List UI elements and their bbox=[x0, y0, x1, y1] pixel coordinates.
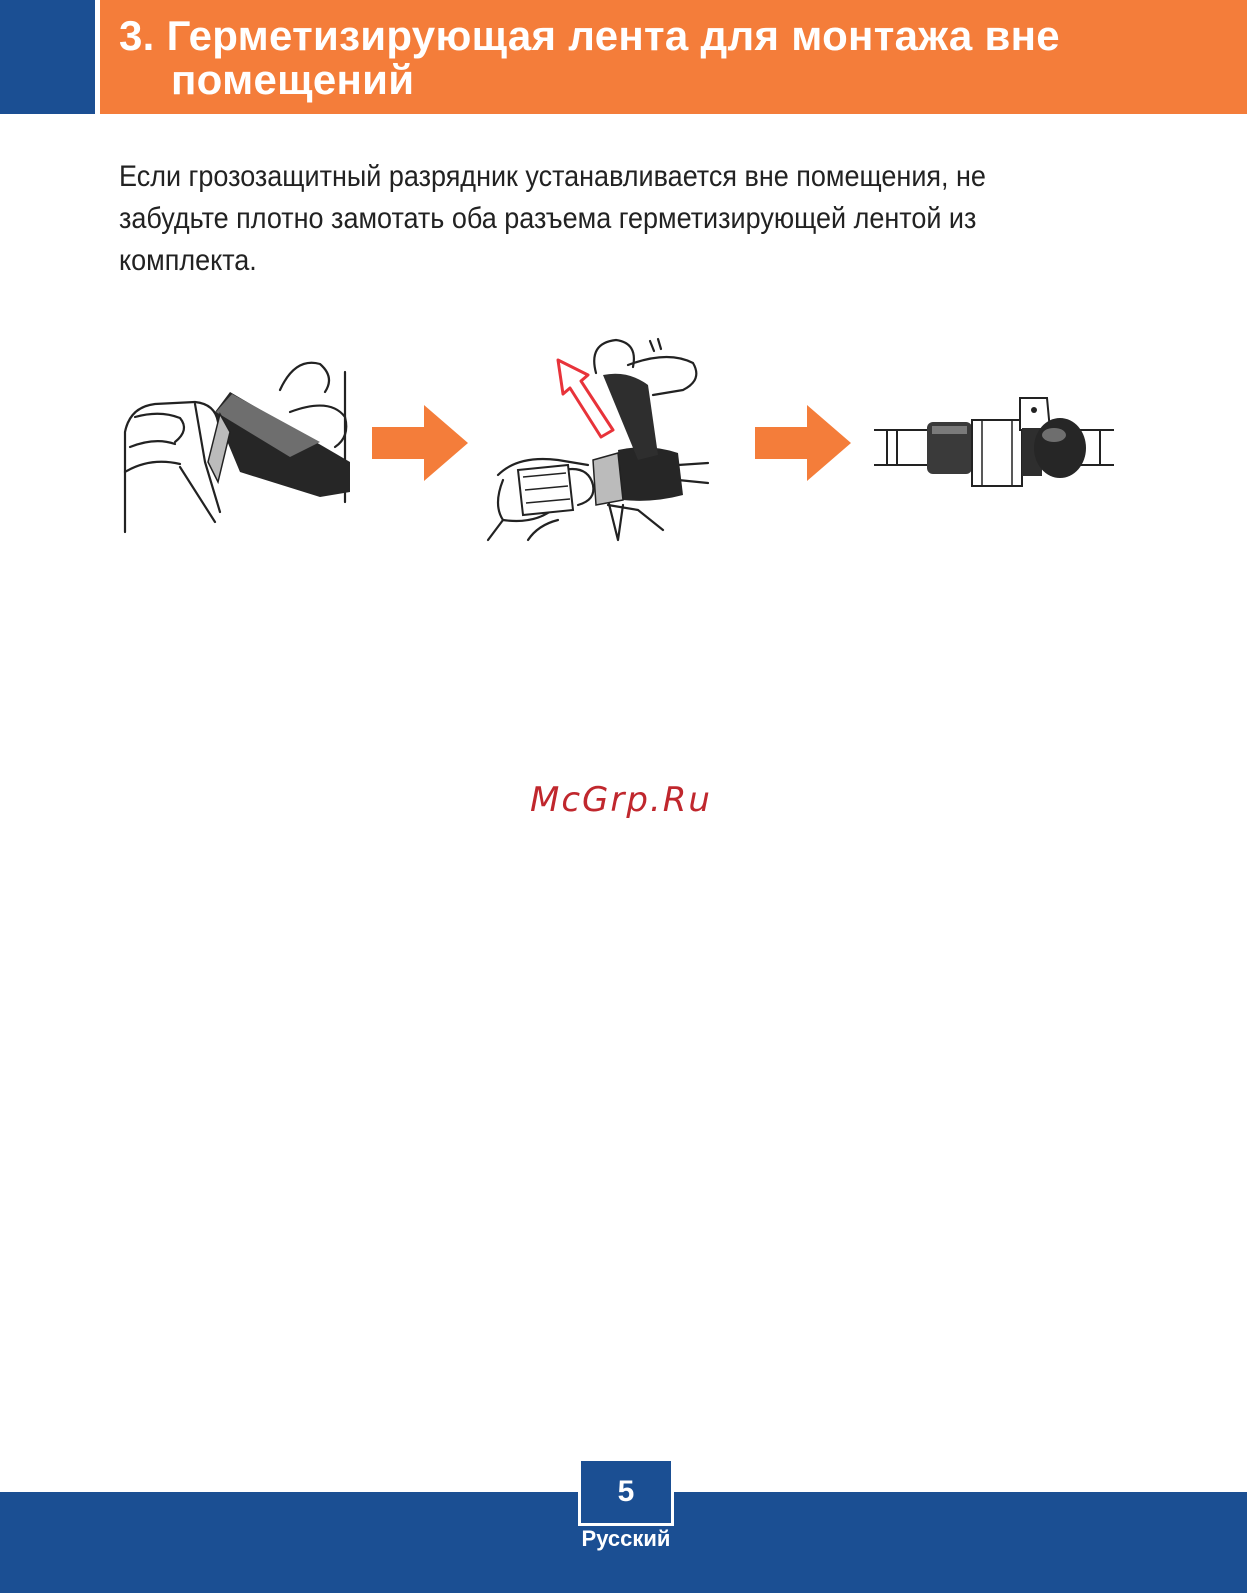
title-line-2: помещений bbox=[171, 56, 415, 103]
hand-wrapping-connector-icon bbox=[478, 335, 710, 550]
watermark: McGrp.Ru bbox=[530, 780, 712, 820]
page-number: 5 bbox=[578, 1458, 674, 1526]
wrapped-connector-icon bbox=[872, 390, 1116, 500]
title-line-1: 3. Герметизирующая лента для монтажа вне bbox=[119, 12, 1060, 59]
step-arrow-icon bbox=[755, 405, 851, 481]
page-title bbox=[119, 14, 1229, 102]
instruction-paragraph: Если грозозащитный разрядник устанавливается вне помещения, не забудьте плотно замотать оба разъема герметизирующей лентой из комплекта. bbox=[119, 160, 986, 277]
step-arrow-icon bbox=[372, 405, 468, 481]
header-blue-block bbox=[0, 0, 95, 114]
hand-peeling-tape-icon bbox=[120, 352, 352, 542]
language-label: Русский bbox=[581, 1526, 671, 1551]
